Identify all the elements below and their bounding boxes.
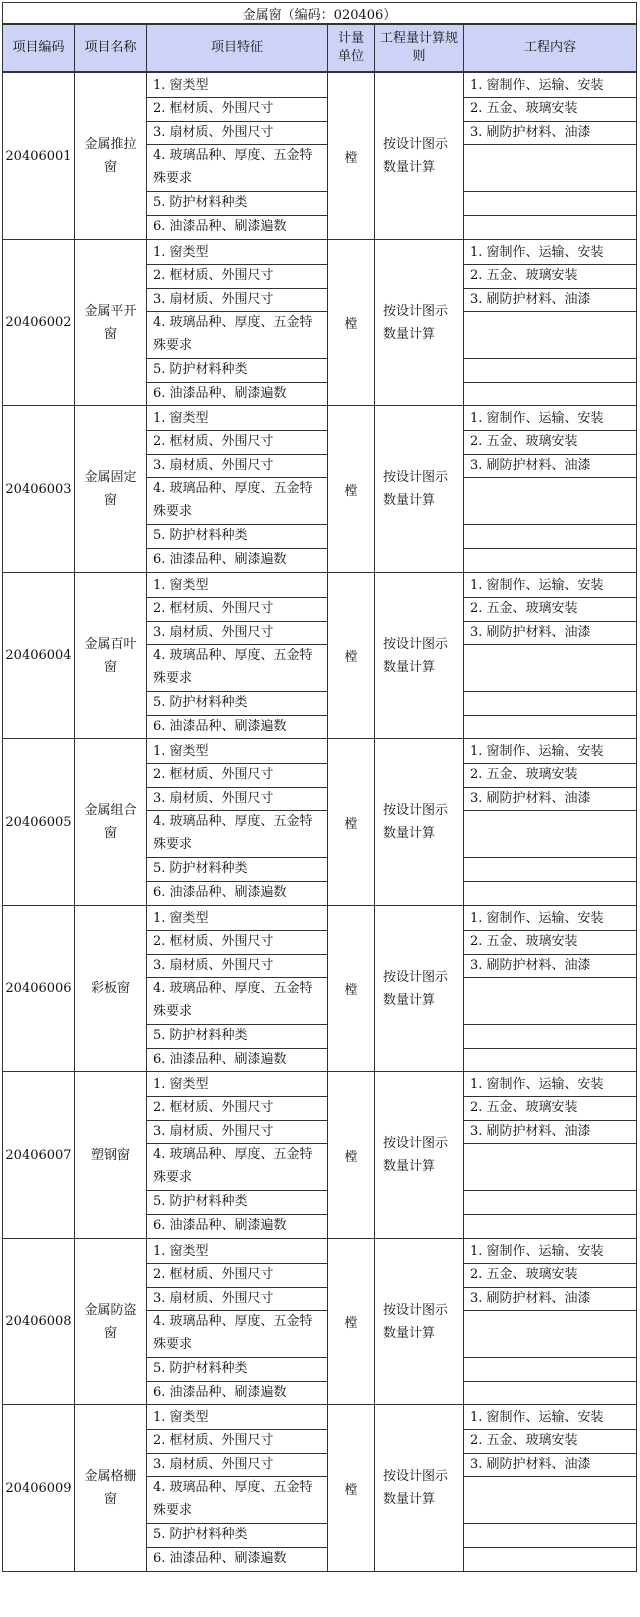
feature-line: 4. 玻璃品种、厚度、五金特 [153, 648, 313, 663]
feature-divider [147, 288, 327, 289]
item-unit-cell [327, 72, 375, 240]
feature-line: 殊要求 [153, 504, 193, 519]
feature-line: 5. 防护材料种类 [153, 1194, 248, 1209]
item-rule-cell [374, 1238, 464, 1405]
item-work-cell [463, 72, 637, 240]
feature-divider [147, 810, 327, 811]
item-rule: 按设计图示数量计算 [383, 1136, 449, 1174]
work-divider [464, 382, 636, 383]
feature-line: 6. 油漆品种、刷漆遍数 [153, 1385, 287, 1400]
feature-line: 2. 框材质、外围尺寸 [153, 1433, 274, 1448]
table-title: 金属窗（编码：020406） [2, 2, 637, 24]
work-line: 1. 窗制作、运输、安装 [470, 1244, 604, 1259]
feature-divider [147, 1523, 327, 1524]
item-name: 彩板窗 [90, 981, 130, 996]
work-divider [464, 477, 636, 478]
feature-divider [147, 311, 327, 312]
work-line: 3. 刷防护材料、油漆 [470, 458, 591, 473]
feature-line: 3. 扇材质、外围尺寸 [153, 125, 274, 140]
feature-divider [147, 1263, 327, 1264]
work-divider [464, 787, 636, 788]
feature-line: 殊要求 [153, 1503, 193, 1518]
feature-divider [147, 121, 327, 122]
item-rule-cell [374, 1071, 464, 1239]
item-name: 金属格栅窗 [84, 1469, 137, 1507]
work-line: 3. 刷防护材料、油漆 [470, 958, 591, 973]
item-work-cell [463, 905, 637, 1072]
work-divider [464, 881, 636, 882]
item-unit-cell [327, 905, 375, 1072]
item-name-cell [74, 72, 147, 240]
feature-line: 6. 油漆品种、刷漆遍数 [153, 885, 287, 900]
work-divider [464, 1024, 636, 1025]
feature-divider [147, 430, 327, 431]
item-code: 20406006 [5, 981, 72, 996]
feature-line: 2. 框材质、外围尺寸 [153, 101, 274, 116]
work-divider [464, 1190, 636, 1191]
work-divider [464, 621, 636, 622]
feature-line: 1. 窗类型 [153, 78, 209, 93]
item-code-cell [2, 905, 75, 1072]
feature-line: 1. 窗类型 [153, 1410, 209, 1425]
work-line: 2. 五金、玻璃安装 [470, 268, 578, 283]
item-name-cell [74, 1238, 147, 1405]
work-line: 1. 窗制作、运输、安装 [470, 911, 604, 926]
item-rule: 按设计图示数量计算 [383, 1302, 449, 1341]
feature-divider [147, 1310, 327, 1311]
item-unit-cell [327, 572, 375, 739]
feature-line: 5. 防护材料种类 [153, 362, 248, 377]
work-divider [464, 1143, 636, 1144]
work-divider [464, 1476, 636, 1477]
header-features [146, 24, 328, 72]
work-divider [464, 715, 636, 716]
work-divider [464, 311, 636, 312]
item-rule: 按设计图示数量计算 [383, 636, 449, 675]
item-name-cell [74, 1071, 147, 1239]
item-rule: 按设计图示数量计算 [383, 470, 449, 508]
item-rule: 按设计图示数量计算 [383, 969, 449, 1008]
work-divider [464, 644, 636, 645]
feature-line: 2. 框材质、外围尺寸 [153, 934, 274, 949]
feature-line: 2. 框材质、外围尺寸 [153, 434, 274, 449]
item-rule-cell [374, 572, 464, 739]
feature-line: 3. 扇材质、外围尺寸 [153, 1291, 274, 1306]
item-name: 金属防盗窗 [84, 1302, 137, 1341]
feature-divider [147, 857, 327, 858]
feature-divider [147, 954, 327, 955]
work-divider [464, 977, 636, 978]
feature-divider [147, 524, 327, 525]
work-line: 1. 窗制作、运输、安装 [470, 578, 604, 593]
feature-line: 3. 扇材质、外围尺寸 [153, 292, 274, 307]
feature-divider [147, 477, 327, 478]
feature-line: 6. 油漆品种、刷漆遍数 [153, 719, 287, 734]
feature-divider [147, 1190, 327, 1191]
item-code-cell [2, 1238, 75, 1405]
item-rule: 按设计图示数量计算 [383, 803, 449, 841]
item-unit-cell [327, 239, 375, 406]
item-code-cell [2, 1071, 75, 1239]
feature-line: 5. 防护材料种类 [153, 528, 248, 543]
feature-divider [147, 763, 327, 764]
item-name: 塑钢窗 [90, 1147, 130, 1163]
work-divider [464, 691, 636, 692]
item-unit: 樘 [344, 483, 358, 499]
feature-line: 殊要求 [153, 1337, 193, 1352]
work-line: 2. 五金、玻璃安装 [470, 767, 578, 782]
feature-line: 1. 窗类型 [153, 578, 209, 593]
item-unit: 樘 [344, 317, 358, 332]
feature-divider [147, 1096, 327, 1097]
item-code-cell [2, 72, 75, 240]
feature-divider [147, 358, 327, 359]
feature-divider [147, 1357, 327, 1358]
item-code-cell [2, 738, 75, 906]
feature-line: 5. 防护材料种类 [153, 861, 248, 876]
feature-line: 4. 玻璃品种、厚度、五金特 [153, 814, 313, 829]
feature-divider [147, 691, 327, 692]
item-code: 20406009 [5, 1480, 72, 1496]
work-divider [464, 763, 636, 764]
item-code-cell [2, 572, 75, 739]
work-divider [464, 1120, 636, 1121]
feature-divider [147, 621, 327, 622]
feature-line: 3. 扇材质、外围尺寸 [153, 1457, 274, 1472]
feature-line: 2. 框材质、外围尺寸 [153, 1100, 274, 1115]
item-unit-cell [327, 405, 375, 573]
item-rule-cell [374, 239, 464, 406]
header-code-label: 项目编码 [12, 40, 65, 55]
work-line: 3. 刷防护材料、油漆 [470, 1124, 591, 1139]
item-code-cell [2, 239, 75, 406]
work-line: 1. 窗制作、运输、安装 [470, 78, 604, 93]
item-name-cell [74, 738, 147, 906]
feature-line: 4. 玻璃品种、厚度、五金特 [153, 1480, 313, 1495]
work-divider [464, 857, 636, 858]
feature-divider [147, 454, 327, 455]
header-name-label: 项目名称 [84, 40, 137, 55]
feature-line: 2. 框材质、外围尺寸 [153, 767, 274, 782]
work-line: 3. 刷防护材料、油漆 [470, 125, 591, 140]
item-name: 金属组合窗 [84, 803, 137, 841]
work-line: 3. 刷防护材料、油漆 [470, 1291, 591, 1306]
feature-line: 5. 防护材料种类 [153, 195, 248, 210]
feature-line: 殊要求 [153, 1004, 193, 1019]
item-rule: 按设计图示数量计算 [383, 303, 449, 342]
work-line: 3. 刷防护材料、油漆 [470, 791, 591, 806]
feature-line: 6. 油漆品种、刷漆遍数 [153, 1551, 287, 1566]
item-name-cell [74, 572, 147, 739]
item-work-cell [463, 1238, 637, 1405]
item-rule-cell [374, 72, 464, 240]
work-divider [464, 430, 636, 431]
item-code: 20406001 [5, 148, 72, 164]
feature-line: 5. 防护材料种类 [153, 1527, 248, 1542]
feature-divider [147, 264, 327, 265]
header-features-label: 项目特征 [210, 40, 263, 55]
feature-line: 4. 玻璃品种、厚度、五金特 [153, 481, 313, 496]
item-name-cell [74, 405, 147, 573]
feature-divider [147, 548, 327, 549]
work-divider [464, 1048, 636, 1049]
item-unit-cell [327, 1238, 375, 1405]
work-divider [464, 548, 636, 549]
feature-line: 2. 框材质、外围尺寸 [153, 1267, 274, 1282]
feature-line: 4. 玻璃品种、厚度、五金特 [153, 981, 313, 996]
work-divider [464, 1263, 636, 1264]
feature-divider [147, 597, 327, 598]
feature-divider [147, 881, 327, 882]
item-unit: 樘 [344, 1149, 358, 1165]
item-work-cell [463, 1404, 637, 1572]
work-divider [464, 524, 636, 525]
feature-line: 5. 防护材料种类 [153, 1028, 248, 1043]
feature-divider [147, 1287, 327, 1288]
work-divider [464, 454, 636, 455]
item-code: 20406008 [5, 1314, 72, 1329]
work-line: 2. 五金、玻璃安装 [470, 1267, 578, 1282]
item-code-cell [2, 405, 75, 573]
item-features-cell [146, 1071, 328, 1239]
item-features-cell [146, 905, 328, 1072]
feature-divider [147, 1381, 327, 1382]
work-divider [464, 1453, 636, 1454]
item-features-cell [146, 405, 328, 573]
feature-divider [147, 715, 327, 716]
feature-divider [147, 1547, 327, 1548]
header-rule [374, 24, 464, 72]
feature-divider [147, 97, 327, 98]
work-line: 3. 刷防护材料、油漆 [470, 1457, 591, 1472]
item-rule-cell [374, 405, 464, 573]
item-features-cell [146, 1404, 328, 1572]
item-unit-cell [327, 738, 375, 906]
feature-divider [147, 1120, 327, 1121]
work-divider [464, 358, 636, 359]
feature-line: 3. 扇材质、外围尺寸 [153, 458, 274, 473]
work-line: 1. 窗制作、运输、安装 [470, 411, 604, 426]
feature-line: 4. 玻璃品种、厚度、五金特 [153, 315, 313, 330]
feature-line: 殊要求 [153, 1170, 193, 1185]
work-divider [464, 1547, 636, 1548]
header-code [2, 24, 75, 72]
header-unit-label: 计量单位 [337, 31, 364, 64]
item-rule: 按设计图示数量计算 [383, 137, 449, 175]
item-name: 金属推拉窗 [84, 137, 137, 175]
feature-divider [147, 1453, 327, 1454]
work-divider [464, 930, 636, 931]
work-line: 1. 窗制作、运输、安装 [470, 1077, 604, 1092]
item-work-cell [463, 572, 637, 739]
work-divider [464, 144, 636, 145]
item-code: 20406002 [5, 315, 72, 330]
item-unit: 樘 [344, 650, 358, 665]
work-divider [464, 597, 636, 598]
work-divider [464, 121, 636, 122]
feature-divider [147, 1143, 327, 1144]
item-features-cell [146, 738, 328, 906]
item-unit: 樘 [344, 816, 358, 832]
work-line: 1. 窗制作、运输、安装 [470, 744, 604, 759]
feature-line: 1. 窗类型 [153, 1244, 209, 1259]
feature-divider [147, 1429, 327, 1430]
feature-line: 6. 油漆品种、刷漆遍数 [153, 1218, 287, 1233]
item-rule-cell [374, 1404, 464, 1572]
feature-line: 6. 油漆品种、刷漆遍数 [153, 1052, 287, 1067]
feature-divider [147, 977, 327, 978]
header-work-label: 工程内容 [523, 40, 576, 55]
feature-divider [147, 1024, 327, 1025]
item-unit: 樘 [344, 983, 358, 998]
item-unit-cell [327, 1071, 375, 1239]
header-unit [327, 24, 375, 72]
item-work-cell [463, 405, 637, 573]
feature-line: 1. 窗类型 [153, 411, 209, 426]
header-name [74, 24, 147, 72]
feature-line: 殊要求 [153, 837, 193, 852]
item-code: 20406004 [5, 648, 72, 663]
item-features-cell [146, 1238, 328, 1405]
item-name-cell [74, 905, 147, 1072]
feature-line: 殊要求 [153, 338, 193, 353]
item-code: 20406003 [5, 481, 72, 497]
item-unit: 樘 [344, 150, 358, 166]
work-divider [464, 191, 636, 192]
item-unit: 樘 [344, 1316, 358, 1331]
feature-line: 5. 防护材料种类 [153, 695, 248, 710]
work-line: 2. 五金、玻璃安装 [470, 101, 578, 116]
feature-line: 6. 油漆品种、刷漆遍数 [153, 552, 287, 567]
feature-line: 4. 玻璃品种、厚度、五金特 [153, 1147, 313, 1162]
feature-line: 1. 窗类型 [153, 911, 209, 926]
work-divider [464, 215, 636, 216]
work-divider [464, 1523, 636, 1524]
feature-divider [147, 787, 327, 788]
feature-divider [147, 930, 327, 931]
feature-line: 3. 扇材质、外围尺寸 [153, 791, 274, 806]
work-line: 1. 窗制作、运输、安装 [470, 245, 604, 260]
work-line: 3. 刷防护材料、油漆 [470, 625, 591, 640]
item-features-cell [146, 572, 328, 739]
work-divider [464, 1096, 636, 1097]
item-name: 金属平开窗 [84, 303, 137, 342]
work-line: 2. 五金、玻璃安装 [470, 1100, 578, 1115]
work-line: 2. 五金、玻璃安装 [470, 934, 578, 949]
item-name: 金属固定窗 [84, 470, 137, 508]
feature-divider [147, 644, 327, 645]
item-unit: 樘 [344, 1482, 358, 1498]
feature-line: 1. 窗类型 [153, 245, 209, 260]
work-divider [464, 1357, 636, 1358]
item-name: 金属百叶窗 [84, 636, 137, 675]
item-work-cell [463, 738, 637, 906]
feature-divider [147, 215, 327, 216]
item-features-cell [146, 239, 328, 406]
item-code: 20406005 [5, 814, 72, 830]
work-divider [464, 97, 636, 98]
feature-divider [147, 144, 327, 145]
feature-divider [147, 1476, 327, 1477]
item-name-cell [74, 239, 147, 406]
work-divider [464, 1287, 636, 1288]
header-work [463, 24, 637, 72]
feature-line: 2. 框材质、外围尺寸 [153, 268, 274, 283]
feature-line: 3. 扇材质、外围尺寸 [153, 1124, 274, 1139]
feature-line: 6. 油漆品种、刷漆遍数 [153, 219, 287, 234]
feature-divider [147, 1048, 327, 1049]
feature-line: 2. 框材质、外围尺寸 [153, 601, 274, 616]
work-divider [464, 264, 636, 265]
work-line: 2. 五金、玻璃安装 [470, 1433, 578, 1448]
feature-line: 3. 扇材质、外围尺寸 [153, 625, 274, 640]
work-divider [464, 288, 636, 289]
work-divider [464, 1310, 636, 1311]
feature-divider [147, 191, 327, 192]
feature-line: 殊要求 [153, 171, 193, 186]
item-name-cell [74, 1404, 147, 1572]
header-rule-label: 工程量计算规则 [379, 31, 458, 64]
feature-line: 1. 窗类型 [153, 744, 209, 759]
work-divider [464, 1214, 636, 1215]
item-unit-cell [327, 1404, 375, 1572]
feature-line: 5. 防护材料种类 [153, 1361, 248, 1376]
feature-line: 1. 窗类型 [153, 1077, 209, 1092]
feature-line: 殊要求 [153, 671, 193, 686]
feature-line: 3. 扇材质、外围尺寸 [153, 958, 274, 973]
item-code-cell [2, 1404, 75, 1572]
feature-divider [147, 382, 327, 383]
item-code: 20406007 [5, 1147, 72, 1163]
work-line: 2. 五金、玻璃安装 [470, 434, 578, 449]
feature-line: 4. 玻璃品种、厚度、五金特 [153, 1314, 313, 1329]
work-divider [464, 1381, 636, 1382]
work-divider [464, 954, 636, 955]
item-rule-cell [374, 905, 464, 1072]
work-divider [464, 810, 636, 811]
work-line: 1. 窗制作、运输、安装 [470, 1410, 604, 1425]
item-features-cell [146, 72, 328, 240]
feature-line: 6. 油漆品种、刷漆遍数 [153, 386, 287, 401]
work-line: 3. 刷防护材料、油漆 [470, 292, 591, 307]
item-rule-cell [374, 738, 464, 906]
work-divider [464, 1429, 636, 1430]
item-work-cell [463, 239, 637, 406]
feature-line: 4. 玻璃品种、厚度、五金特 [153, 148, 313, 163]
item-rule: 按设计图示数量计算 [383, 1469, 449, 1507]
work-line: 2. 五金、玻璃安装 [470, 601, 578, 616]
feature-divider [147, 1214, 327, 1215]
item-work-cell [463, 1071, 637, 1239]
